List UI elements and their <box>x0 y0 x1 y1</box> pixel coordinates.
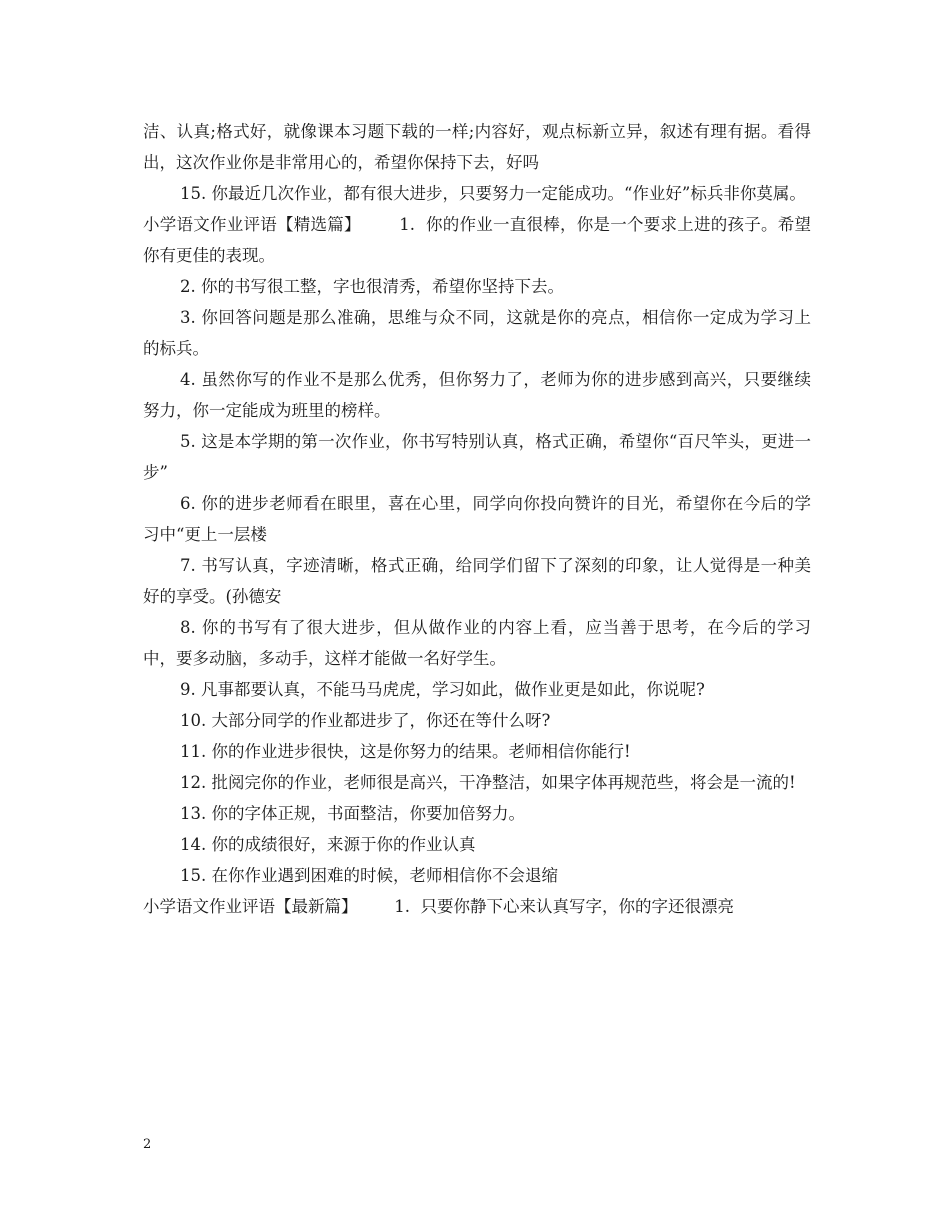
paragraph: 8. 你的书写有了很大进步，但从做作业的内容上看，应当善于思考，在今后的学习中，要多动脑，多动手，这样才能做一名好学生。 <box>143 618 811 668</box>
paragraph: 2. 你的书写很工整，字也很清秀，希望你坚持下去。 <box>180 277 564 296</box>
paragraph: 6. 你的进步老师看在眼里，喜在心里，同学向你投向赞许的目光，希望你在今后的学习中“更上一层楼 <box>143 494 811 544</box>
paragraph: 3. 你回答问题是那么准确，思维与众不同，这就是你的亮点，相信你一定成为学习上的标兵。 <box>143 308 811 358</box>
paragraph: 7. 书写认真，字迹清晰，格式正确，给同学们留下了深刻的印象，让人觉得是一种美好的享受。(孙德安 <box>143 556 811 606</box>
paragraph: 4. 虽然你写的作业不是那么优秀，但你努力了，老师为你的进步感到高兴，只要继续努力，你一定能成为班里的榜样。 <box>143 370 811 420</box>
paragraph: 11. 你的作业进步很快，这是你努力的结果。老师相信你能行! <box>180 742 631 761</box>
paragraph: 12. 批阅完你的作业，老师很是高兴，干净整洁，如果字体再规范些，将会是一流的! <box>180 773 796 792</box>
section-heading-paragraph: 小学语文作业评语【最新篇】 1. 只要你静下心来认真写字，你的字还很漂亮 <box>143 897 734 916</box>
paragraph: 13. 你的字体正规，书面整洁，你要加倍努力。 <box>180 804 525 823</box>
paragraph: 15. 你最近几次作业，都有很大进步，只要努力一定能成功。“作业好”标兵非你莫属。 <box>180 184 806 203</box>
paragraph: 9. 凡事都要认真，不能马马虎虎，学习如此，做作业更是如此，你说呢? <box>180 680 705 699</box>
paragraph: 5. 这是本学期的第一次作业，你书写特别认真，格式正确，希望你“百尺竿头，更进一步” <box>143 432 811 482</box>
paragraph: 14. 你的成绩很好，来源于你的作业认真 <box>180 835 476 854</box>
paragraph: 10. 大部分同学的作业都进步了，你还在等什么呀? <box>180 711 551 730</box>
document-body <box>143 116 811 922</box>
paragraph: 洁、认真;格式好，就像课本习题下载的一样;内容好，观点标新立异，叙述有理有据。看得出，这次作业你是非常用心的，希望你保持下去，好吗 <box>143 122 811 172</box>
paragraph: 15. 在你作业遇到困难的时候，老师相信你不会退缩 <box>180 866 558 885</box>
page-number: 2 <box>143 1137 152 1152</box>
section-heading-paragraph: 小学语文作业评语【精选篇】 1. 你的作业一直很棒，你是一个要求上进的孩子。希望你有更佳的表现。 <box>143 215 811 265</box>
